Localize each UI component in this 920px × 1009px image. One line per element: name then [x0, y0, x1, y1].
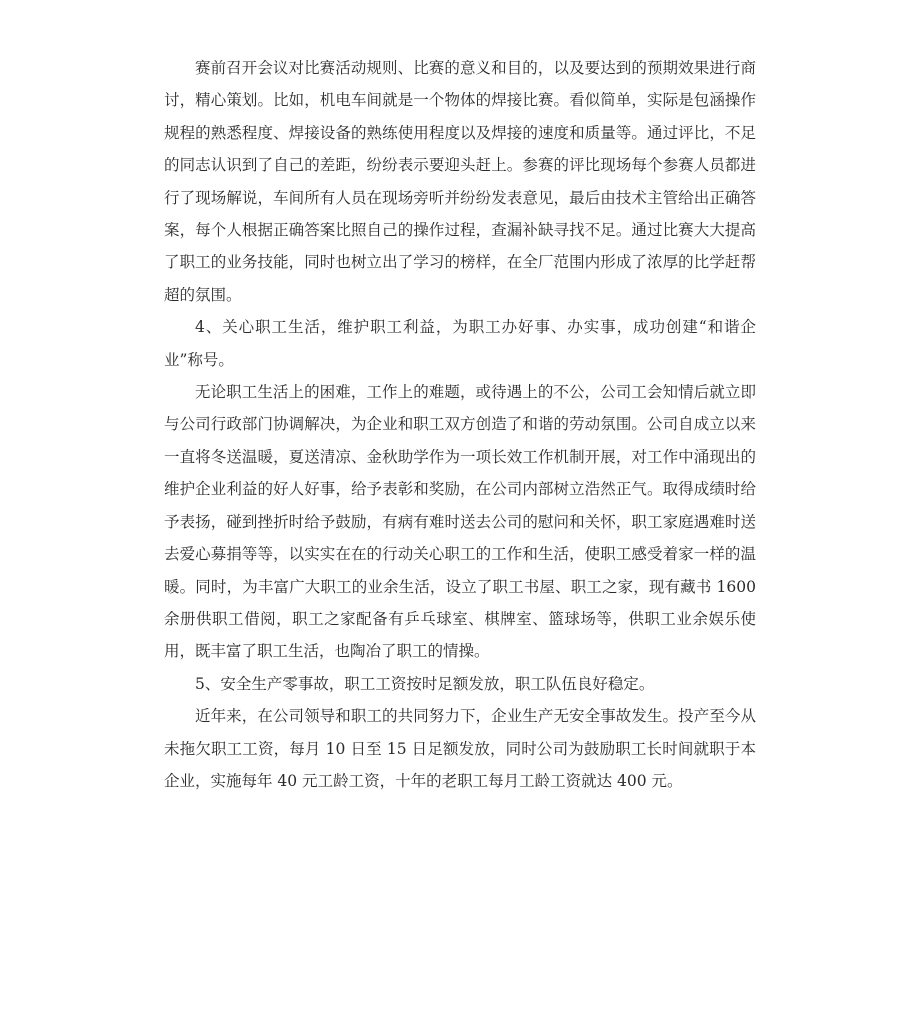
- paragraph-safety-wages: 近年来，在公司领导和职工的共同努力下，企业生产无安全事故发生。投产至今从未拖欠职工工资，每月 10 日至 15 日足额发放，同时公司为鼓励职工长时间就职于本企业，实施每年 40 元工龄工资，十年的老职工每月工龄工资就达 400 元。: [164, 707, 756, 790]
- heading-item-4: 4、关心职工生活，维护职工利益，为职工办好事、办实事，成功创建“和谐企业”称号。: [164, 318, 756, 369]
- document-body: [164, 52, 756, 797]
- heading-item-5: 5、安全生产零事故，职工工资按时足额发放，职工队伍良好稳定。: [195, 674, 655, 693]
- paragraph-worker-care: 无论职工生活上的困难，工作上的难题，或待遇上的不公，公司工会知情后就立即与公司行政部门协调解决，为企业和职工双方创造了和谐的劳动氛围。公司自成立以来一直将冬送温暖，夏送清凉、金秋助学作为一项长效工作机制开展，对工作中涌现出的维护企业利益的好人好事，给予表彰和奖励，在公司内部树立浩然正气。取得成绩时给予表扬，碰到挫折时给予鼓励，有病有难时送去公司的慰问和关怀，职工家庭遇难时送去爱心募捐等等，以实实在在的行动关心职工的工作和生活，使职工感受着家一样的温暖。同时，为丰富广大职工的业余生活，设立了职工书屋、职工之家，现有藏书 1600 余册供职工借阅，职工之家配备有乒乓球室、棋牌室、篮球场等，供职工业余娱乐使用，既丰富了职工生活，也陶冶了职工的情操。: [164, 383, 756, 661]
- paragraph-competition: 赛前召开会议对比赛活动规则、比赛的意义和目的，以及要达到的预期效果进行商讨，精心策划。比如，机电车间就是一个物体的焊接比赛。看似简单，实际是包涵操作规程的熟悉程度、焊接设备的熟练使用程度以及焊接的速度和质量等。通过评比，不足的同志认识到了自己的差距，纷纷表示要迎头赶上。参赛的评比现场每个参赛人员都进行了现场解说，车间所有人员在现场旁听并纷纷发表意见，最后由技术主管给出正确答案，每个人根据正确答案比照自己的操作过程，查漏补缺寻找不足。通过比赛大大提高了职工的业务技能，同时也树立出了学习的榜样，在全厂范围内形成了浓厚的比学赶帮超的氛围。: [164, 59, 756, 304]
